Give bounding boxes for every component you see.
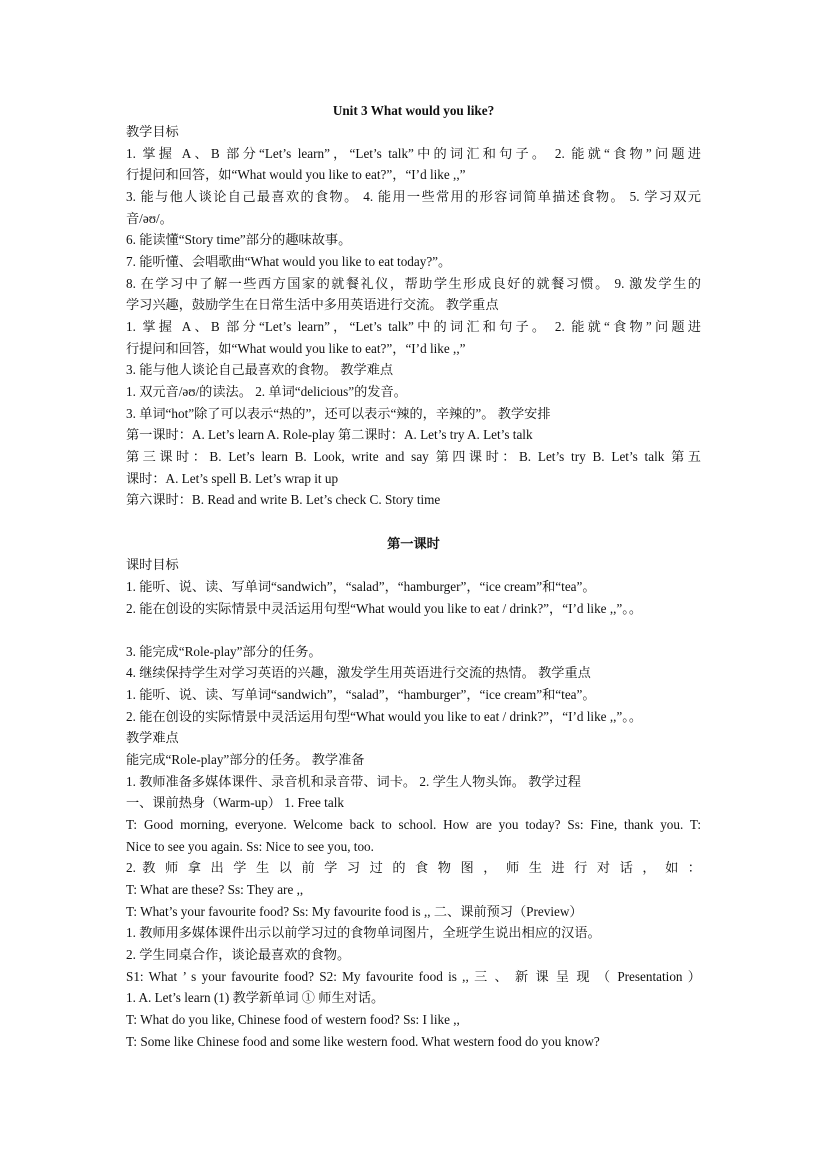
text-line: 3. 单词“hot”除了可以表示“热的”，还可以表示“辣的，辛辣的”。 教学安排: [126, 406, 551, 421]
text-line: 能完成“Role-play”部分的任务。 教学准备: [126, 752, 365, 767]
text-line: 第六课时：B. Read and write B. Let’s check C. Story time: [126, 492, 441, 507]
document-title: Unit 3 What would you like?: [332, 103, 495, 118]
text-line: 2. 能在创设的实际情景中灵活运用句型“What would you like to eat / drink?”，“I’d like ,,”。。: [126, 709, 643, 724]
text-line: 行提问和回答，如“What would you like to eat?”，“I’d like ,,”: [126, 167, 466, 182]
text-line: 1. 教师准备多媒体课件、录音机和录音带、词卡。 2. 学生人物头饰。 教学过程: [126, 774, 581, 789]
section-heading: 第一课时: [387, 536, 440, 551]
text-line: 1. A. Let’s learn (1) 教学新单词 ① 师生对话。: [126, 990, 385, 1005]
text-line: 3. 能与他人谈论自己最喜欢的食物。 4. 能用一些常用的形容词简单描述食物。 5. 学习双元: [126, 189, 701, 204]
text-line: 第三课时：B. Let’s learn B. Look, write and say 第四课时：B. Let’s try B. Let’s talk 第五: [126, 449, 701, 464]
text-line: S1: What ’ s your favourite food? S2: My favourite food is ,, 三 、 新 课 呈 现 （ Presentation ）: [126, 969, 701, 984]
text-line: 音/əʊ/。: [126, 211, 173, 226]
text-line: 2. 教 师 拿 出 学 生 以 前 学 习 过 的 食 物 图 ， 师 生 进 行 对 话 ， 如 ：: [126, 860, 701, 875]
text-line: 4. 继续保持学生对学习英语的兴趣，激发学生用英语进行交流的热情。 教学重点: [126, 665, 591, 680]
text-line: T: What’s your favourite food? Ss: My favourite food is ,, 二、课前预习（Preview）: [126, 904, 583, 919]
text-line: 第一课时：A. Let’s learn A. Role-play 第二课时：A. Let’s try A. Let’s talk: [126, 427, 533, 442]
text-line: 教学难点: [126, 730, 179, 745]
text-line: 1. 教师用多媒体课件出示以前学习过的食物单词图片，全班学生说出相应的汉语。: [126, 925, 601, 940]
text-line: T: Good morning, everyone. Welcome back to school. How are you today? Ss: Fine, thank you. T:: [126, 817, 701, 832]
text-line: 课时目标: [126, 557, 179, 572]
text-line: 7. 能听懂、会唱歌曲“What would you like to eat today?”。: [126, 254, 452, 269]
text-line: 8. 在学习中了解一些西方国家的就餐礼仪，帮助学生形成良好的就餐习惯。 9. 激发学生的: [126, 276, 701, 291]
text-line: 6. 能读懂“Story time”部分的趣味故事。: [126, 232, 352, 247]
text-line: T: Some like Chinese food and some like western food. What western food do you know?: [126, 1034, 600, 1049]
text-line: 行提问和回答，如“What would you like to eat?”，“I’d like ,,”: [126, 341, 466, 356]
text-line: T: What do you like, Chinese food of western food? Ss: I like ,,: [126, 1012, 460, 1027]
text-line: 教学目标: [126, 124, 179, 139]
text-line: Nice to see you again. Ss: Nice to see you, too.: [126, 839, 374, 854]
text-line: T: What are these? Ss: They are ,,: [126, 882, 304, 897]
text-line: 1. 掌握 A、B 部分“Let’s learn”，“Let’s talk”中的词汇和句子。 2. 能就“食物”问题进: [126, 146, 701, 161]
text-line: 2. 学生同桌合作，谈论最喜欢的食物。: [126, 947, 351, 962]
text-line: 3. 能完成“Role-play”部分的任务。: [126, 644, 322, 659]
text-line: 1. 掌握 A、B 部分“Let’s learn”，“Let’s talk”中的词汇和句子。 2. 能就“食物”问题进: [126, 319, 701, 334]
text-line: 1. 能听、说、读、写单词“sandwich”，“salad”，“hamburger”，“ice cream”和“tea”。: [126, 579, 596, 594]
text-line: 一、课前热身（Warm-up） 1. Free talk: [126, 795, 344, 810]
text-line: 3. 能与他人谈论自己最喜欢的食物。 教学难点: [126, 362, 394, 377]
text-line: 1. 能听、说、读、写单词“sandwich”，“salad”，“hamburger”，“ice cream”和“tea”。: [126, 687, 596, 702]
text-line: 2. 能在创设的实际情景中灵活运用句型“What would you like to eat / drink?”，“I’d like ,,”。。: [126, 601, 643, 616]
text-line: 学习兴趣，鼓励学生在日常生活中多用英语进行交流。 教学重点: [126, 297, 499, 312]
text-line: 课时：A. Let’s spell B. Let’s wrap it up: [126, 471, 339, 486]
text-line: 1. 双元音/əʊ/的读法。 2. 单词“delicious”的发音。: [126, 384, 407, 399]
